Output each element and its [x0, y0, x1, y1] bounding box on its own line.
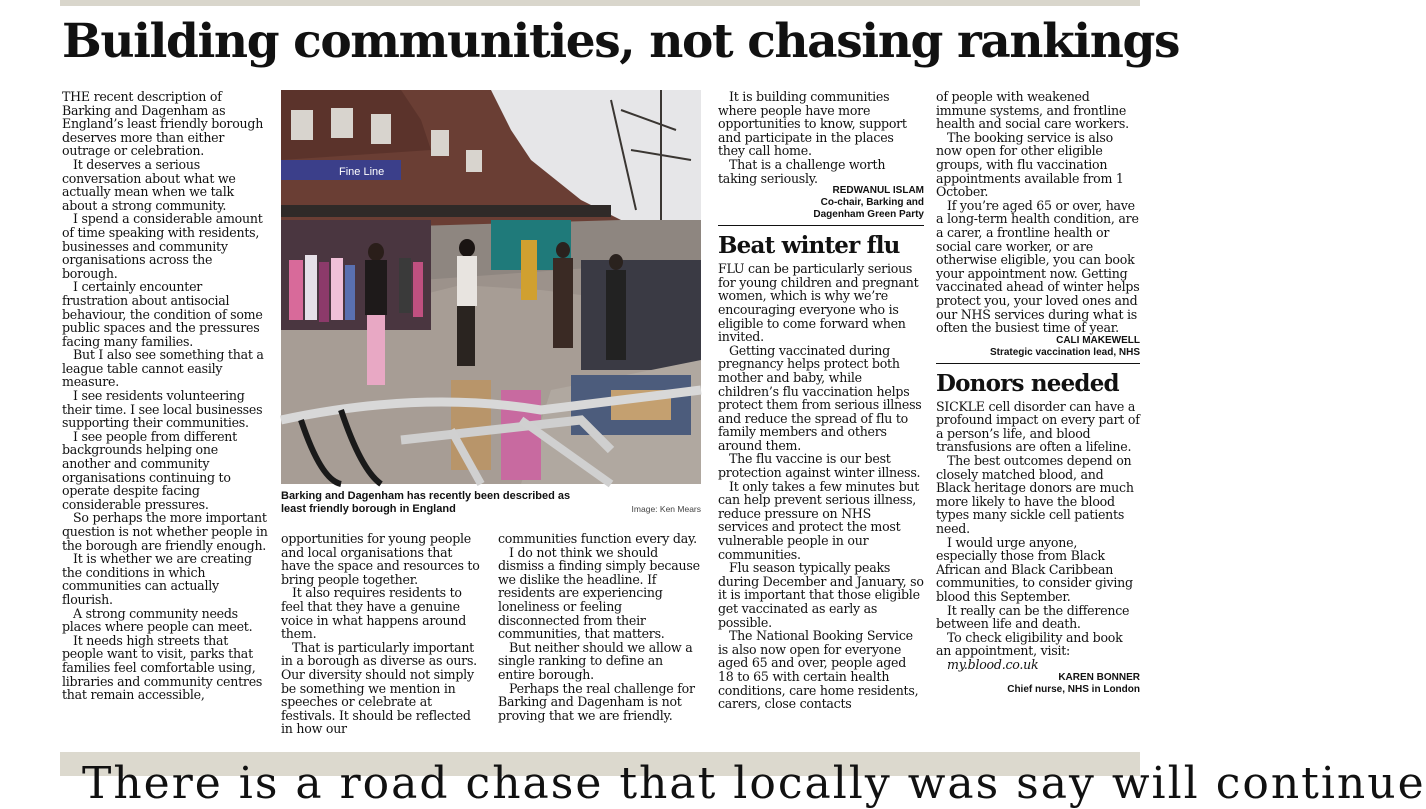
- donors-heading: Donors needed: [936, 369, 1119, 397]
- caption-text: Barking and Dagenham has recently been described as least friendly borough in England: [281, 490, 571, 515]
- letter1-paragraph: It is building communities where people have more opportunities to know, support and participate in the places they call home.: [718, 89, 907, 159]
- donors-paragraph: It really can be the difference between life and death.: [936, 602, 1130, 632]
- donors-paragraph: To check eligibility and book an appointment, visit:: [936, 629, 1123, 659]
- letter1-paragraph: But neither should we allow a single ranking to define an entire borough.: [498, 639, 693, 682]
- letter1-paragraph: That is a challenge worth taking seriously.: [718, 156, 886, 186]
- letter1-author: REDWANUL ISLAM: [832, 185, 924, 197]
- flu-paragraph: Getting vaccinated during pregnancy helps protect both mother and baby, while children’s flu vaccination helps protect them from serious illness and reduce the spread of flu to family members and others around them.: [718, 342, 922, 453]
- donors-paragraph: I would urge anyone, especially those from Black African and Black Caribbean communities, to consider giving blood this September.: [936, 534, 1133, 604]
- flu-paragraph: It only takes a few minutes but can help prevent serious illness, reduce pressure on NHS services and protect the most vulnerable people in our communities.: [718, 478, 920, 562]
- letter1-paragraph: So perhaps the more important question is not whether people in the borough are friendly enough.: [62, 510, 268, 553]
- donors-paragraph: SICKLE cell disorder can have a profound impact on every part of a person’s life, and blood transfusions are often a lifeline.: [936, 398, 1140, 455]
- letter1-paragraph: opportunities for young people and local organisations that have the space and resources to bring people together.: [281, 531, 480, 587]
- flu-role: Strategic vaccination lead, NHS: [989, 346, 1140, 358]
- letter1-paragraph: It also requires residents to feel that they have a genuine voice in what happens around them.: [281, 585, 467, 642]
- flu-paragraph: If you’re aged 65 or over, have a long-term health condition, are a carer, a frontline health or social care worker, or are otherwise eligible, you can book your appointment now. Getting vaccinated ahead of winter helps protect you, your loved ones and our NHS services during what is often the busiest time of year.: [936, 197, 1140, 336]
- letter1-paragraph: It deserves a serious conversation about what we actually mean when we talk about a strong community.: [62, 156, 236, 213]
- letter1-column-3: [281, 532, 485, 736]
- letter1-paragraph: I certainly encounter frustration about antisocial behaviour, the condition of some public spaces and the pressures facing many families.: [62, 279, 263, 349]
- donors-role: Chief nurse, NHS in London: [1007, 683, 1140, 695]
- page-headline: Building communities, not chasing rankings: [62, 14, 1180, 69]
- section-divider: [718, 225, 924, 226]
- letter1-paragraph: It needs high streets that people want to visit, parks that families feel comfortable using, libraries and community centres that remain accessible,: [62, 632, 263, 703]
- letter1-paragraph: Perhaps the real challenge for Barking and Dagenham is not proving that we are friendly.: [498, 680, 695, 723]
- letter1-paragraph: THE recent description of Barking and Dagenham as England’s least friendly borough deserves more than either outrage or celebration.: [62, 89, 264, 159]
- letter1-paragraph: I do not think we should dismiss a finding simply because we dislike the headline. If residents are experiencing loneliness or feeling disconnected from their communities, that matters.: [498, 544, 700, 642]
- column-6: [936, 90, 1140, 700]
- donors-link: my.blood.co.uk: [947, 656, 1039, 672]
- section-divider: [936, 363, 1140, 364]
- letter1-paragraph: But I also see something that a league table cannot easily measure.: [62, 347, 264, 390]
- donors-paragraph: The best outcomes depend on closely matched blood, and Black heritage donors are much more likely to have the blood types many sickle cell patients need.: [936, 453, 1134, 537]
- letter1-role: Co-chair, Barking and Dagenham Green Party: [813, 197, 924, 221]
- letter1-paragraph: communities function every day.: [498, 531, 697, 546]
- donors-author: KAREN BONNER: [1058, 671, 1140, 683]
- photo-credit: Image: Ken Mears: [631, 503, 701, 514]
- next-article-headline: There is a road chase that locally was say will continue: [82, 758, 1426, 809]
- letter1-paragraph: A strong community needs places where people can meet.: [62, 605, 253, 635]
- flu-author: CALI MAKEWELL: [1056, 334, 1140, 346]
- flu-paragraph: Flu season typically peaks during December and January, so it is important that those eligible get vaccinated as early as possible.: [718, 560, 924, 630]
- shop-sign: Fine Line: [339, 166, 385, 178]
- flu-paragraph: The flu vaccine is our best protection against winter illness.: [718, 451, 921, 481]
- letter1-paragraph: That is particularly important in a borough as diverse as ours. Our diversity should not simply be something we mention in speeches or celebrate at festivals. It should be reflected in how our: [281, 639, 477, 737]
- flu-paragraph: of people with weakened immune systems, and frontline health and social care workers.: [936, 89, 1129, 132]
- letter1-paragraph: It is whether we are creating the conditions in which communities can actually flourish.: [62, 551, 252, 607]
- letter1-column-1: [62, 90, 268, 702]
- letter1-column-4: [498, 532, 702, 722]
- top-band: [60, 0, 1140, 6]
- letter1-paragraph: I spend a considerable amount of time speaking with residents, businesses and community organisations across the borough.: [62, 211, 263, 281]
- market-street-photo: [281, 90, 701, 484]
- flu-heading: Beat winter flu: [718, 232, 900, 260]
- flu-paragraph: The booking service is also now open for other eligible groups, with flu vaccination appointments available from 1 October.: [936, 129, 1124, 200]
- letter1-paragraph: I see people from different backgrounds helping one another and community organisations continuing to operate despite facing considerable pressures.: [62, 428, 237, 512]
- column-5: [718, 90, 924, 711]
- photo-caption: [281, 490, 701, 515]
- letter1-paragraph: I see residents volunteering their time. I see local businesses supporting their communities.: [62, 388, 263, 431]
- flu-paragraph: The National Booking Service is also now open for everyone aged 65 and over, people aged 18 to 65 with certain health conditions, care home residents, carers, close contacts: [718, 628, 919, 712]
- next-article-band: [60, 752, 1426, 809]
- flu-paragraph: FLU can be particularly serious for young children and pregnant women, which is why we’re encouraging everyone who is eligible to come forward when invited.: [718, 261, 919, 345]
